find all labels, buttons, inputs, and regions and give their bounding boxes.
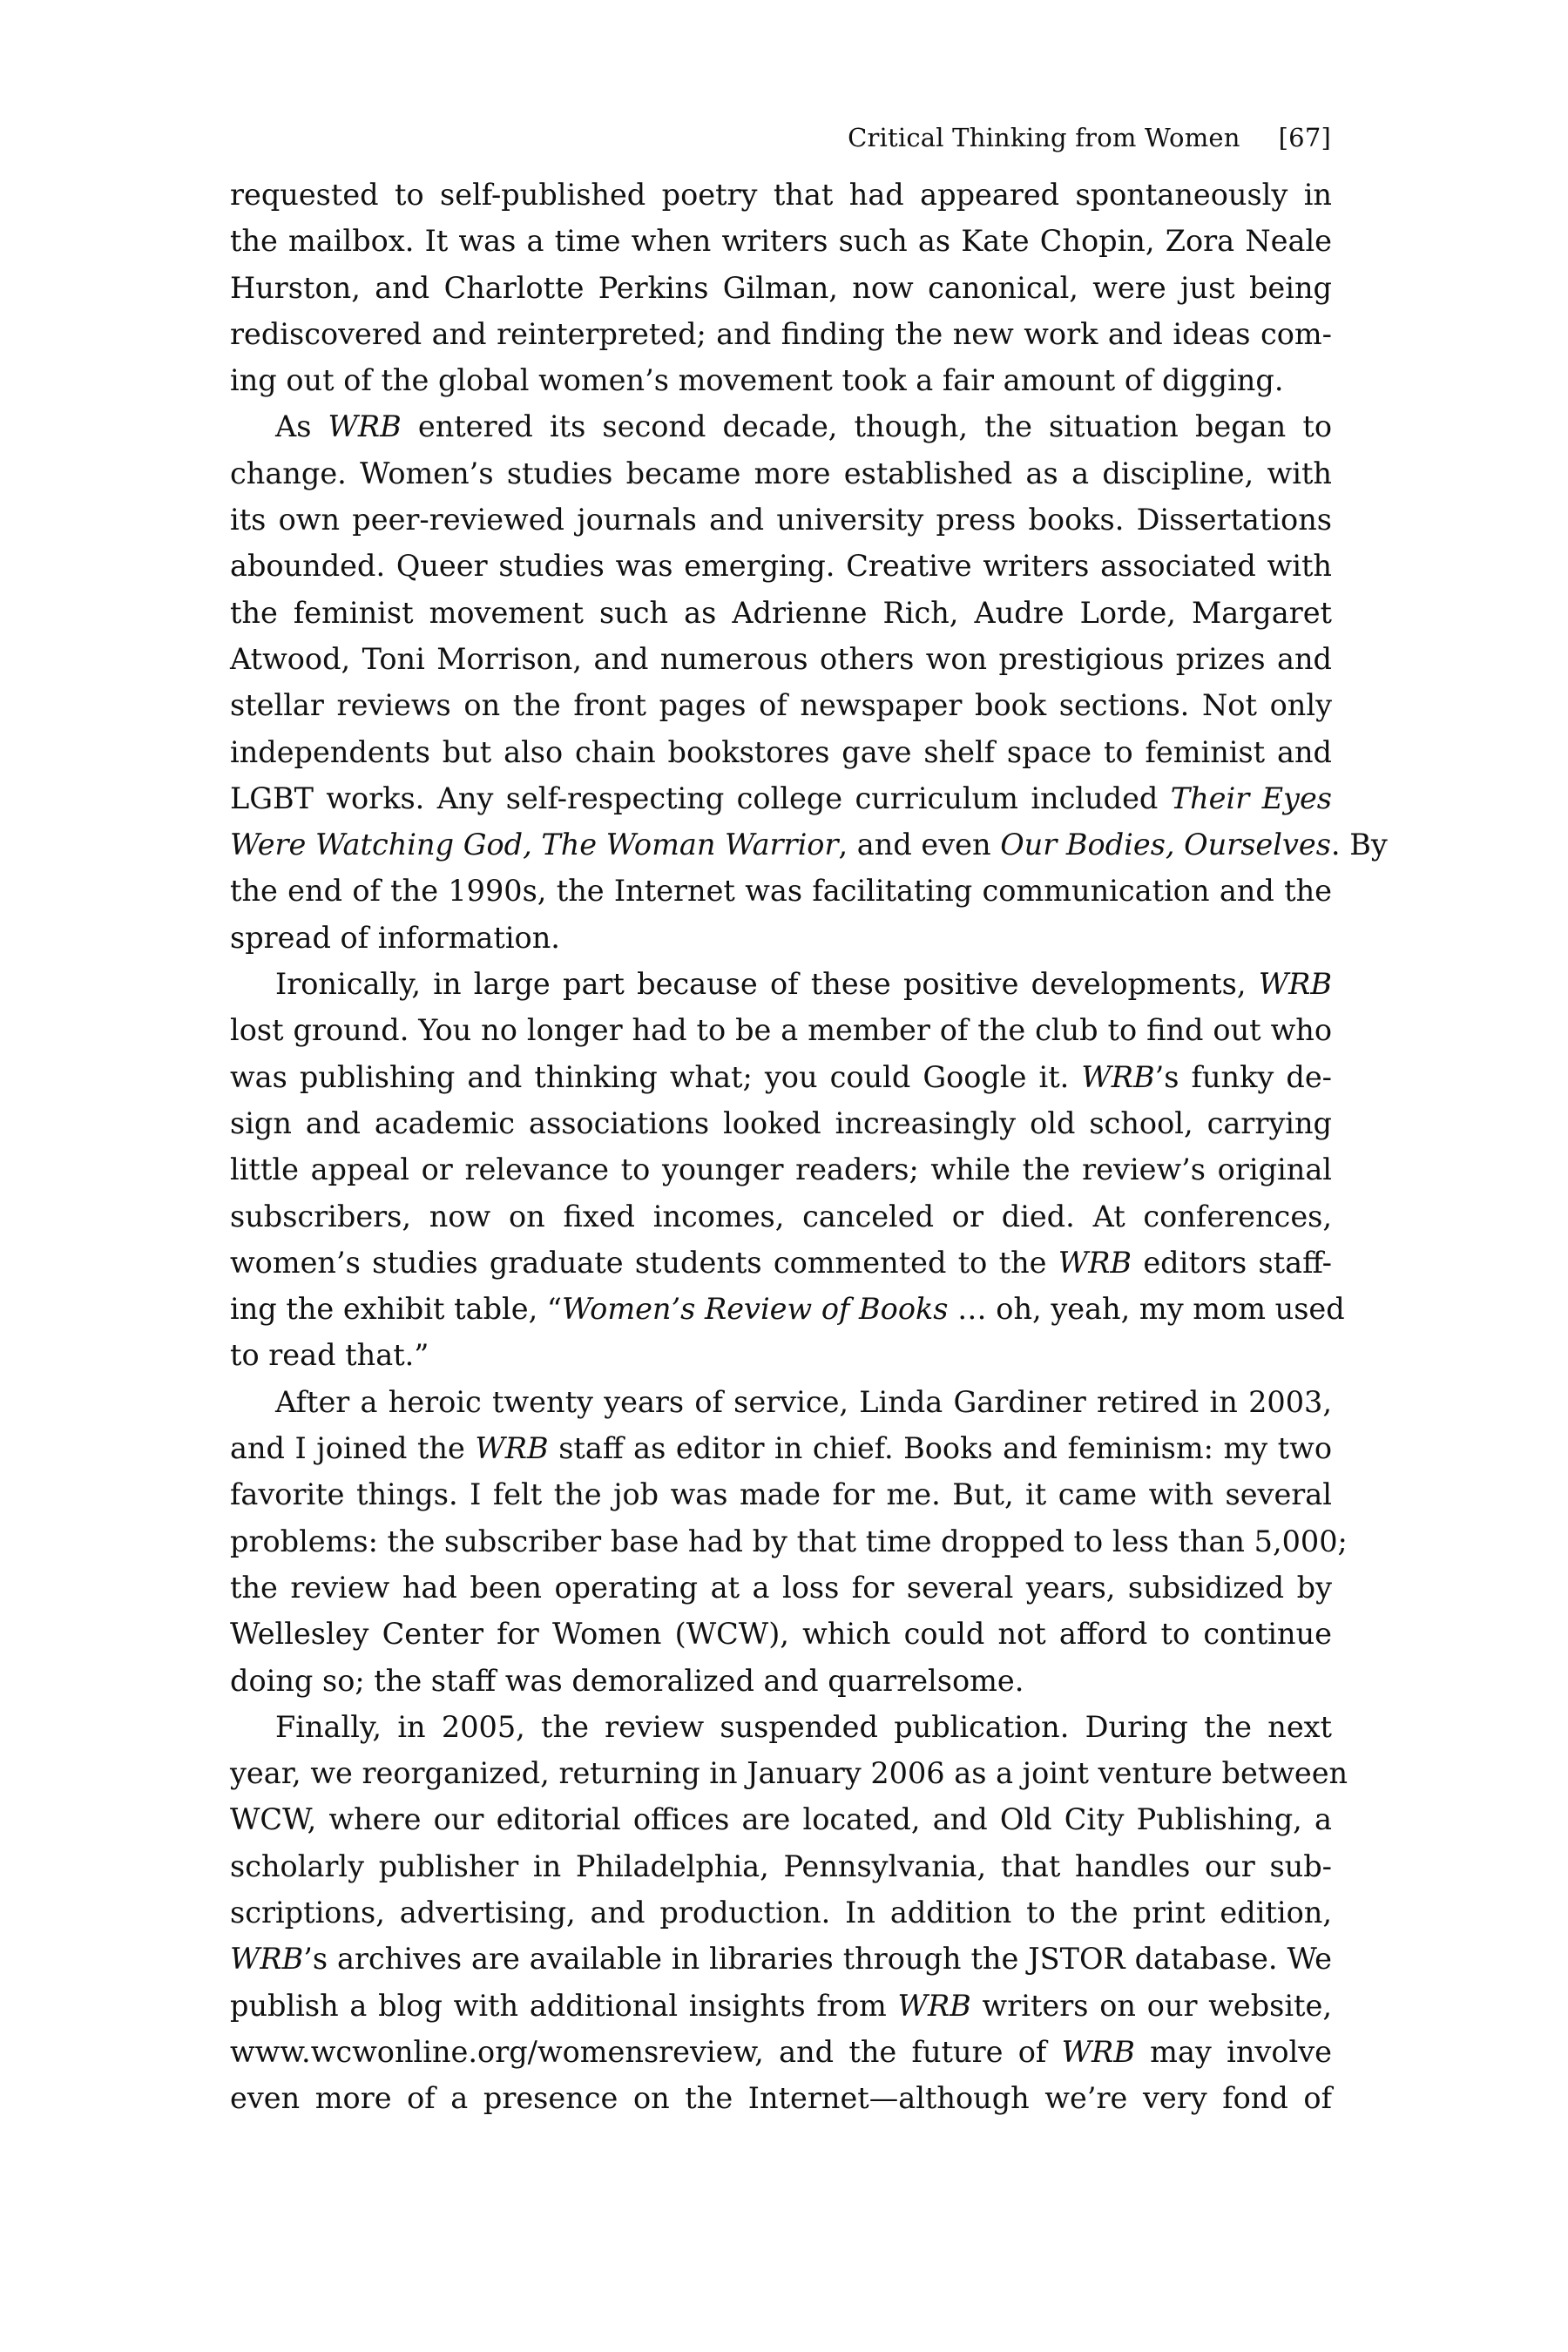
running-head-title: Critical Thinking from Women bbox=[848, 123, 1240, 152]
text-run: the review had been operating at a loss for several years, subsidized by bbox=[230, 1570, 1332, 1605]
text-line bbox=[230, 821, 1388, 868]
text-run: to read that.” bbox=[230, 1338, 429, 1373]
text-run: . By bbox=[1330, 828, 1388, 862]
paragraph-first-line bbox=[230, 1704, 1332, 1750]
text-line bbox=[230, 265, 1332, 311]
text-run: After a heroic twenty years of service, Linda Gardiner retired in 2003, bbox=[275, 1384, 1332, 1419]
text-line bbox=[230, 1611, 1332, 1657]
text-line bbox=[230, 915, 1332, 961]
text-line bbox=[230, 1100, 1332, 1146]
text-run: Hurston, and Charlotte Perkins Gilman, now canonical, were just being bbox=[230, 270, 1332, 305]
text-line bbox=[230, 2029, 1332, 2075]
text-run: its own peer-reviewed journals and university press books. Dissertations bbox=[230, 503, 1332, 537]
text-run: entered its second decade, though, the situation began to bbox=[401, 409, 1332, 444]
italic-text-run: WRB bbox=[328, 409, 402, 444]
text-run: scholarly publisher in Philadelphia, Pennsylvania, that handles our sub- bbox=[230, 1848, 1332, 1883]
text-run: change. Women’s studies became more established as a discipline, with bbox=[230, 456, 1332, 490]
text-run: ing out of the global women’s movement took a fair amount of digging. bbox=[230, 363, 1284, 398]
text-run: was publishing and thinking what; you could Google it. bbox=[230, 1059, 1082, 1094]
text-line bbox=[230, 1286, 1345, 1332]
text-line bbox=[230, 1425, 1332, 1471]
text-line bbox=[230, 1332, 1332, 1378]
text-line bbox=[230, 1146, 1332, 1193]
text-line bbox=[230, 1983, 1332, 2029]
italic-text-run: Their Eyes bbox=[1170, 781, 1332, 815]
text-line bbox=[230, 497, 1332, 543]
text-run: doing so; the staff was demoralized and quarrelsome. bbox=[230, 1663, 1024, 1698]
text-line bbox=[230, 450, 1332, 497]
italic-text-run: Women’s Review of Books bbox=[562, 1292, 949, 1327]
text-line bbox=[230, 1750, 1348, 1796]
italic-text-run: WRB bbox=[1258, 967, 1332, 1002]
text-run: abounded. Queer studies was emerging. Creative writers associated with bbox=[230, 549, 1332, 584]
text-run: rediscovered and reinterpreted; and finding the new work and ideas com- bbox=[230, 316, 1332, 351]
text-line bbox=[230, 543, 1332, 589]
text-run: Atwood, Toni Morrison, and numerous others won prestigious prizes and bbox=[230, 641, 1332, 676]
text-line bbox=[230, 357, 1332, 403]
text-run: As bbox=[275, 409, 328, 444]
text-run: favorite things. I felt the job was made for me. But, it came with several bbox=[230, 1477, 1332, 1512]
page-number: [67] bbox=[1278, 123, 1331, 152]
text-run: scriptions, advertising, and production. In addition to the print edition, bbox=[230, 1895, 1332, 1930]
paragraph-first-line bbox=[230, 1379, 1332, 1425]
text-run: Finally, in 2005, the review suspended publication. During the next bbox=[275, 1709, 1332, 1744]
text-run: the mailbox. It was a time when writers such as Kate Chopin, Zora Neale bbox=[230, 224, 1332, 259]
text-run: LGBT works. Any self-respecting college curriculum included bbox=[230, 781, 1171, 815]
text-line bbox=[230, 1518, 1348, 1565]
text-run: requested to self-published poetry that had appeared spontaneously in bbox=[230, 178, 1332, 212]
text-line bbox=[230, 1889, 1332, 1936]
text-run: , and even bbox=[838, 828, 1001, 862]
text-line bbox=[230, 1054, 1332, 1100]
text-run: sign and academic associations looked increasingly old school, carrying bbox=[230, 1105, 1332, 1140]
italic-text-run: WRB bbox=[1081, 1059, 1155, 1094]
text-line bbox=[230, 218, 1332, 264]
text-run: writers on our website, bbox=[970, 1988, 1332, 2023]
text-line bbox=[230, 636, 1332, 682]
text-run: subscribers, now on fixed incomes, canceled or died. At conferences, bbox=[230, 1199, 1332, 1233]
text-run: and I joined the bbox=[230, 1431, 476, 1466]
text-line bbox=[230, 1193, 1332, 1240]
paragraph-first-line bbox=[230, 403, 1332, 449]
text-line bbox=[230, 1240, 1332, 1286]
text-run: little appeal or relevance to younger readers; while the review’s original bbox=[230, 1152, 1332, 1187]
text-run: independents but also chain bookstores gave shelf space to feminist and bbox=[230, 734, 1332, 769]
text-run: even more of a presence on the Internet—although we’re very fond of bbox=[230, 2081, 1332, 2116]
text-run: … oh, yeah, my mom used bbox=[948, 1292, 1345, 1327]
text-line bbox=[230, 172, 1332, 218]
text-run: problems: the subscriber base had by that time dropped to less than 5,000; bbox=[230, 1524, 1348, 1558]
text-run: lost ground. You no longer had to be a member of the club to find out who bbox=[230, 1013, 1332, 1048]
text-line bbox=[230, 682, 1332, 728]
text-line bbox=[230, 1658, 1332, 1704]
text-run: editors staff- bbox=[1132, 1245, 1333, 1280]
text-line bbox=[230, 2075, 1332, 2121]
text-run: ing the exhibit table, “ bbox=[230, 1292, 563, 1327]
running-head bbox=[848, 120, 1331, 155]
text-run: stellar reviews on the front pages of newspaper book sections. Not only bbox=[230, 688, 1332, 723]
text-line bbox=[230, 1471, 1332, 1517]
text-run: ’s archives are available in libraries through the JSTOR database. We bbox=[303, 1942, 1332, 1977]
text-run: the end of the 1990s, the Internet was facilitating communication and the bbox=[230, 874, 1332, 909]
text-run: spread of information. bbox=[230, 920, 560, 955]
italic-text-run: WRB bbox=[475, 1431, 549, 1466]
italic-text-run: WRB bbox=[1061, 2034, 1135, 2069]
text-run: year, we reorganized, returning in January 2006 as a joint venture between bbox=[230, 1756, 1348, 1791]
text-line bbox=[230, 1565, 1332, 1611]
italic-text-run: WRB bbox=[1058, 1245, 1132, 1280]
text-run: WCW, where our editorial offices are located, and Old City Publishing, a bbox=[230, 1802, 1332, 1837]
text-run: www.wcwonline.org/womensreview, and the future of bbox=[230, 2034, 1062, 2069]
text-line bbox=[230, 775, 1332, 821]
text-run: Ironically, in large part because of these positive developments, bbox=[275, 967, 1259, 1002]
text-run: ’s funky de- bbox=[1154, 1059, 1332, 1094]
text-line bbox=[230, 1936, 1332, 1982]
italic-text-run: WRB bbox=[230, 1942, 304, 1977]
text-run: Wellesley Center for Women (WCW), which could not afford to continue bbox=[230, 1617, 1332, 1652]
text-run: the feminist movement such as Adrienne Rich, Audre Lorde, Margaret bbox=[230, 595, 1332, 630]
text-line bbox=[230, 1843, 1332, 1889]
body-text bbox=[230, 172, 1388, 2121]
text-line bbox=[230, 1007, 1332, 1053]
text-run: may involve bbox=[1134, 2034, 1332, 2069]
text-line bbox=[230, 729, 1332, 775]
text-line bbox=[230, 1796, 1332, 1842]
text-run: publish a blog with additional insights from bbox=[230, 1988, 898, 2023]
italic-text-run: Were Watching God, The Woman Warrior bbox=[230, 828, 839, 862]
text-line bbox=[230, 590, 1332, 636]
paragraph-first-line bbox=[230, 961, 1332, 1007]
italic-text-run: WRB bbox=[897, 1988, 971, 2023]
italic-text-run: Our Bodies, Ourselves bbox=[1000, 828, 1331, 862]
text-run: staff as editor in chief. Books and feminism: my two bbox=[548, 1431, 1332, 1466]
text-line bbox=[230, 868, 1332, 914]
text-run: women’s studies graduate students commented to the bbox=[230, 1245, 1058, 1280]
text-line bbox=[230, 311, 1332, 357]
